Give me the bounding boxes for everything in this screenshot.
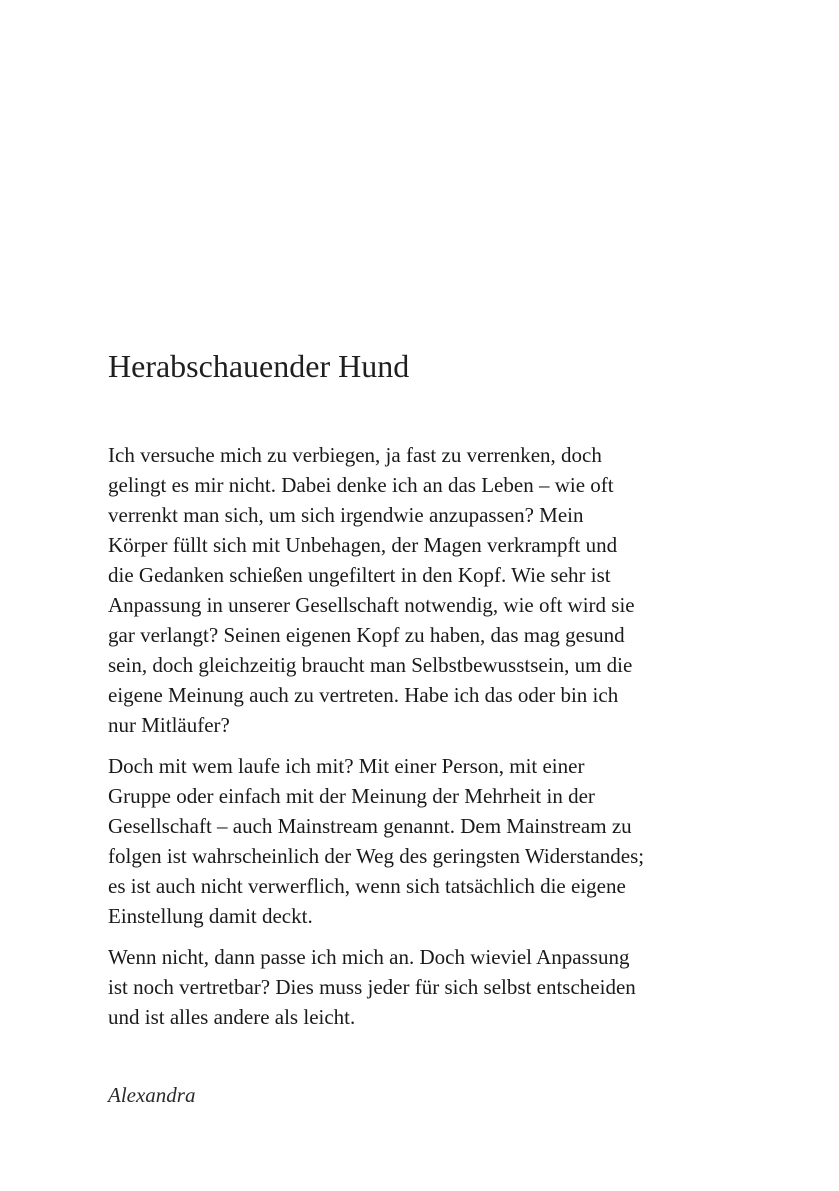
text-line: es ist auch nicht verwerflich, wenn sich tatsächlich die eigene [108,874,626,898]
text-line: gelingt es mir nicht. Dabei denke ich an das Leben – wie oft [108,473,614,497]
text-line: ist noch vertretbar? Dies muss jeder für sich selbst entscheiden [108,975,636,999]
body-text [108,440,748,1032]
document-page [108,346,748,1110]
text-line: gar verlangt? Seinen eigenen Kopf zu haben, das mag gesund [108,623,625,647]
text-line: sein, doch gleichzeitig braucht man Selbstbewusstsein, um die [108,653,633,677]
paragraph-1 [108,440,748,740]
page-title: Herabschauender Hund [108,348,410,384]
text-line: eigene Meinung auch zu vertreten. Habe ich das oder bin ich [108,683,619,707]
paragraph-3 [108,942,748,1032]
text-line: Doch mit wem laufe ich mit? Mit einer Person, mit einer [108,754,585,778]
text-line: Körper füllt sich mit Unbehagen, der Magen verkrampft und [108,533,618,557]
text-line: verrenkt man sich, um sich irgendwie anzupassen? Mein [108,503,584,527]
text-line: Wenn nicht, dann passe ich mich an. Doch wieviel Anpassung [108,945,630,969]
text-line: die Gedanken schießen ungefiltert in den Kopf. Wie sehr ist [108,563,611,587]
text-line: und ist alles andere als leicht. [108,1005,356,1029]
author-signature: Alexandra [108,1083,196,1107]
text-line: nur Mitläufer? [108,713,230,737]
text-line: Einstellung damit deckt. [108,904,313,928]
paragraph-2 [108,751,748,931]
text-line: folgen ist wahrscheinlich der Weg des geringsten Widerstandes; [108,844,645,868]
text-line: Ich versuche mich zu verbiegen, ja fast zu verrenken, doch [108,443,602,467]
text-line: Gruppe oder einfach mit der Meinung der Mehrheit in der [108,784,595,808]
text-line: Anpassung in unserer Gesellschaft notwendig, wie oft wird sie [108,593,635,617]
text-line: Gesellschaft – auch Mainstream genannt. Dem Mainstream zu [108,814,632,838]
